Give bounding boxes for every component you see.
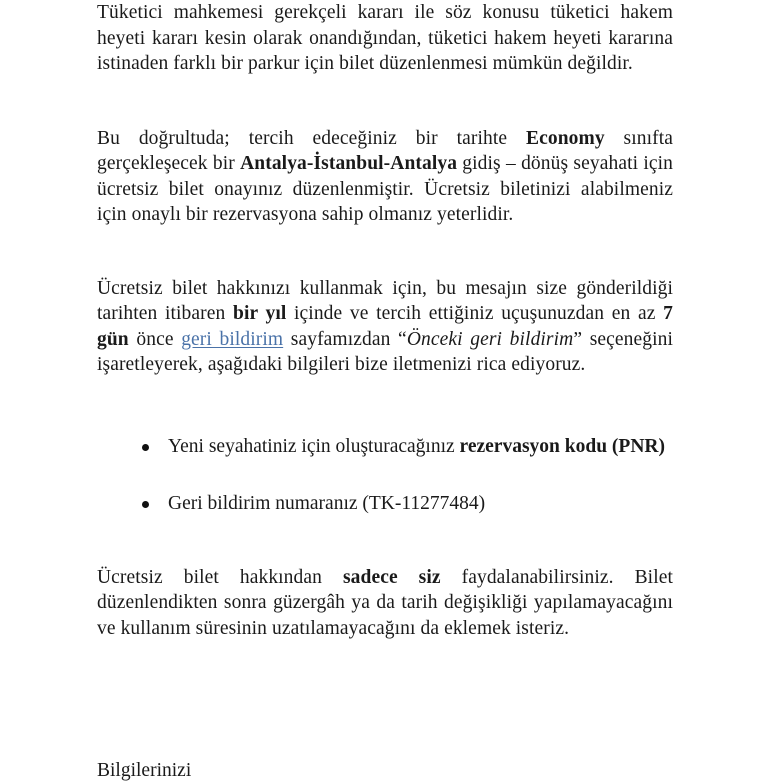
paragraph-2-bold-cabin-class: Economy <box>525 127 605 149</box>
paragraph-1-line-2: kararı kesin olarak onandığından, tüketici hakem heyeti kararına istinaden <box>97 27 673 74</box>
bullet-1-text-before: Yeni seyahatiniz için oluşturacağınız <box>168 435 460 457</box>
document-body <box>97 0 673 641</box>
bullet-2-text-before: Geri bildirim numaranız (TK-11277484) <box>168 493 486 514</box>
feedback-link[interactable]: geri bildirim <box>181 328 284 350</box>
paragraph-5-partial-text: Bilgilerinizi <box>97 760 192 781</box>
paragraph-cut-off-bottom <box>97 758 673 781</box>
list-item <box>97 434 673 460</box>
paragraph-3-text-4: sayfamızdan “ <box>283 328 407 350</box>
spacer-2 <box>97 228 673 276</box>
list-item <box>97 491 673 517</box>
paragraph-3-text-3: önce <box>128 328 182 350</box>
paragraph-3-text-2: içinde ve tercih ettiğiniz uçuşunuzdan en az <box>286 303 664 324</box>
paragraph-3-bold-seven-days: 7 gün <box>97 303 673 350</box>
paragraph-how-to-use <box>97 276 673 378</box>
paragraph-personal-use-only <box>97 565 673 642</box>
paragraph-2-bold-route: Antalya-İstanbul-Antalya <box>240 153 458 174</box>
paragraph-1-line-1: Tüketici mahkemesi gerekçeli kararı ile söz konusu tüketici hakem heyeti <box>97 2 673 49</box>
paragraph-1-line-3: farklı bir parkur için bilet düzenlenmesi mümkün değildir. <box>173 53 633 74</box>
paragraph-4-text-1: Ücretsiz bilet hakkından <box>97 566 343 588</box>
requested-info-list <box>97 434 673 517</box>
paragraph-3-text-1: Ücretsiz bilet hakkınızı kullanmak için, bu mesajın size gönderildiği tarihten itibaren <box>97 277 673 324</box>
spacer-4 <box>97 517 673 565</box>
paragraph-3-italic-previous-feedback: Önceki geri bildirim <box>406 328 574 350</box>
paragraph-3-bold-one-year: bir yıl <box>233 303 287 324</box>
paragraph-consumer-court <box>97 0 673 77</box>
paragraph-2-text-1: Bu doğrultuda; tercih edeceğiniz bir tarihte <box>97 127 526 149</box>
paragraph-2-text-2: sınıfta gerçekleşecek bir <box>97 127 673 174</box>
bullet-1-bold-pnr: rezervasyon kodu (PNR) <box>459 435 665 457</box>
paragraph-free-ticket-route <box>97 126 673 228</box>
spacer-3 <box>97 378 673 434</box>
paragraph-3-text-5: ” seçeneğini işaretleyerek, aşağıdaki bilgileri bize iletmenizi rica ediyoruz. <box>97 328 673 375</box>
paragraph-4-text-2: faydalanabilirsiniz. Bilet düzenlendikten sonra güzergâh ya da tarih değişikliği yapılamayacağını ve kullanım süresinin uzatılamayacağını da eklemek isteriz. <box>97 566 673 639</box>
bullet-dot-icon <box>142 501 149 508</box>
paragraph-4-bold-only-you: sadece siz <box>342 566 441 588</box>
bullet-dot-icon <box>142 444 149 451</box>
spacer-1 <box>97 77 673 126</box>
paragraph-2-text-3: gidiş – dönüş seyahati için ücretsiz bilet onayınız düzenlenmiştir. Ücretsiz biletinizi alabilmeniz için onaylı bir rezervasyona sahip olmanız yeterlidir. <box>97 153 674 225</box>
